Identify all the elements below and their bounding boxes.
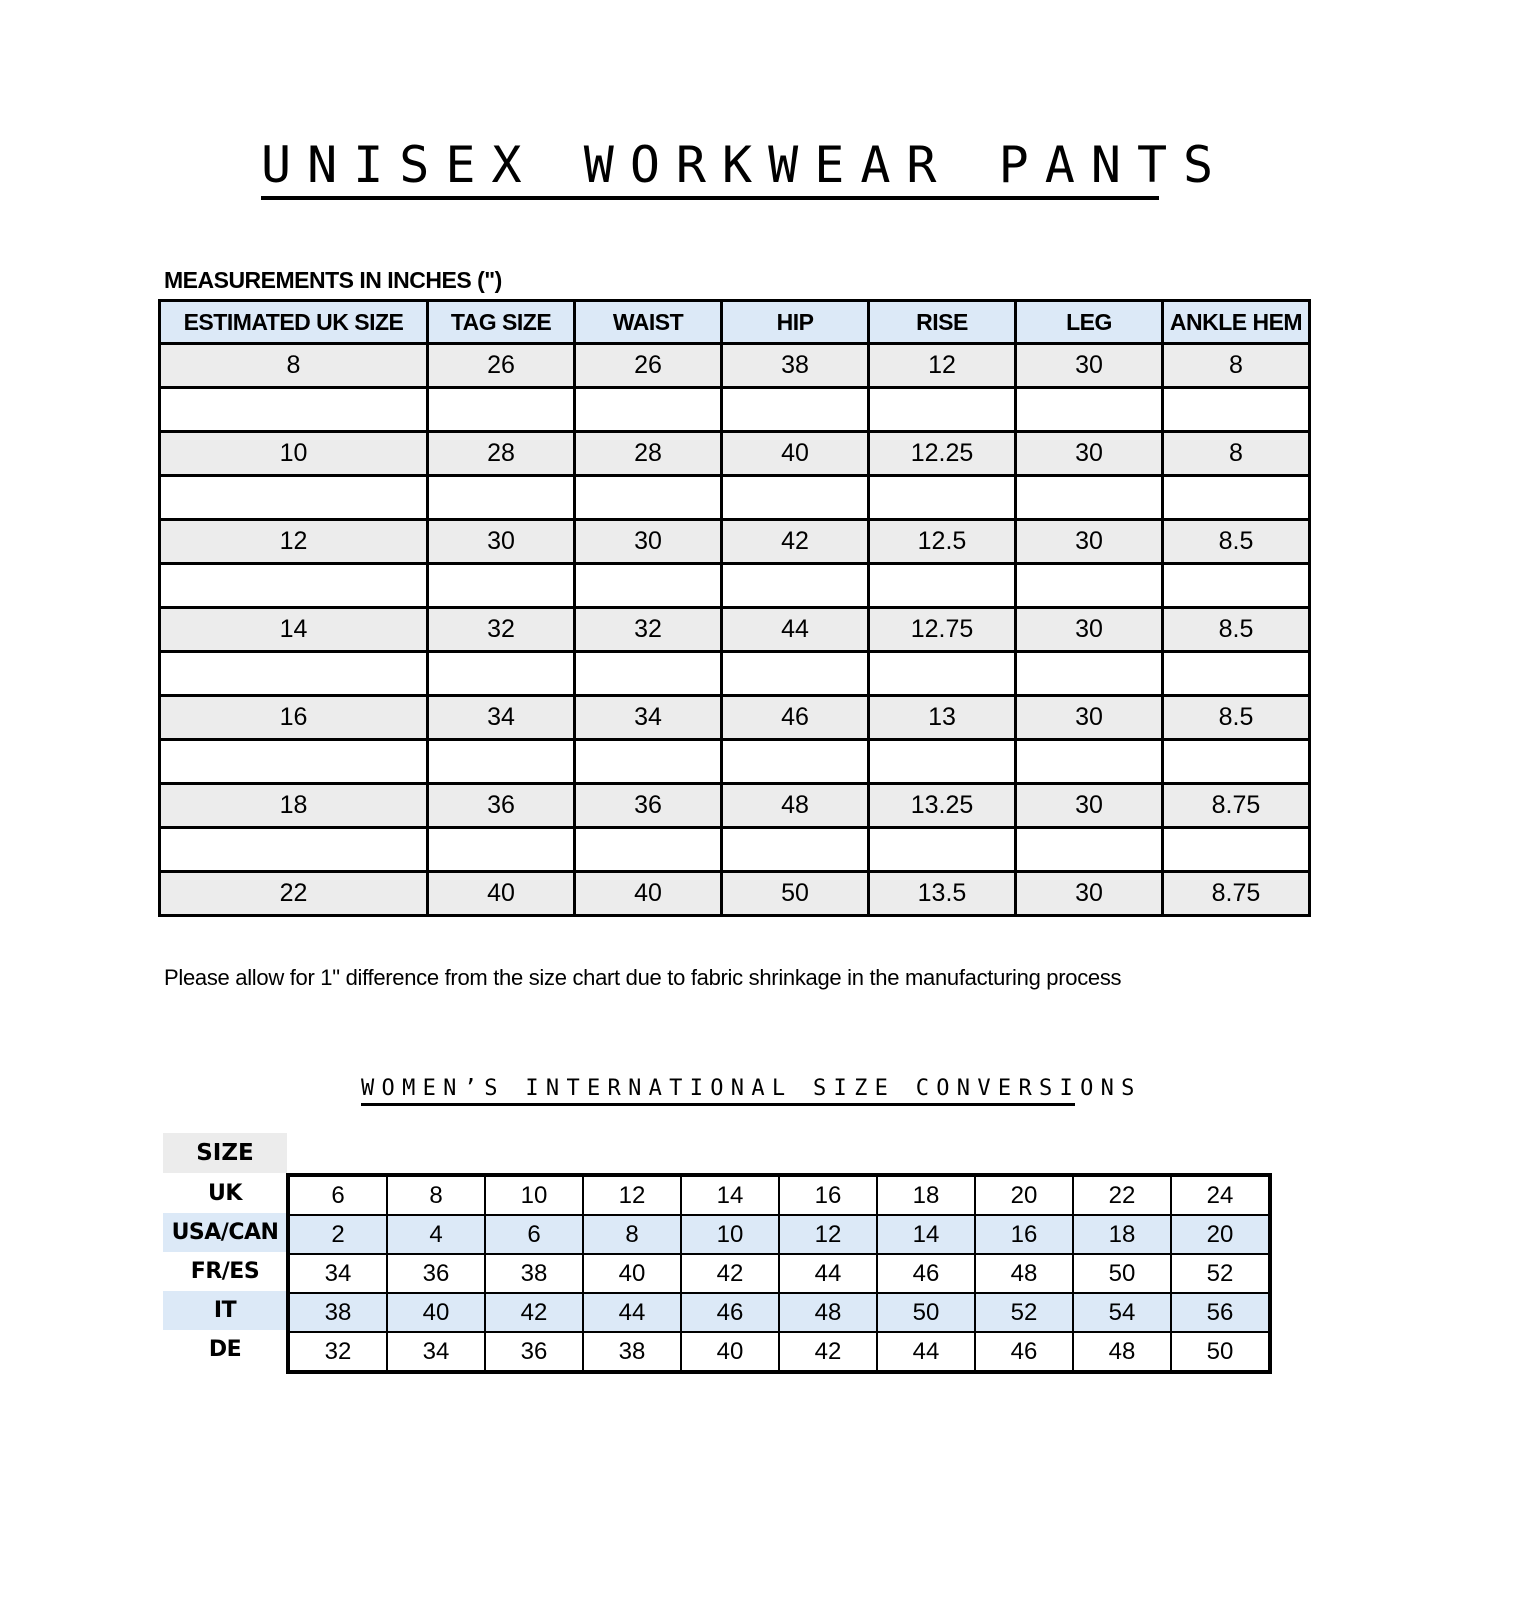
table-cell: 13.25	[869, 784, 1016, 828]
conversion-cell: 42	[485, 1293, 583, 1332]
conversion-cell: 52	[975, 1293, 1073, 1332]
table-cell: 38	[722, 344, 869, 388]
conversion-cell: 36	[387, 1254, 485, 1293]
conversion-cell: 46	[681, 1293, 779, 1332]
table-cell: 26	[575, 344, 722, 388]
blank-cell	[428, 388, 575, 432]
conversion-cell: 46	[975, 1332, 1073, 1372]
table-cell: 18	[160, 784, 428, 828]
conversion-cell: 54	[1073, 1293, 1171, 1332]
header-ankle-hem: ANKLE HEM	[1163, 301, 1310, 344]
header-waist: WAIST	[575, 301, 722, 344]
conversion-cell: 8	[583, 1215, 681, 1254]
table-cell: 8.5	[1163, 696, 1310, 740]
conversion-cell: 38	[583, 1332, 681, 1372]
table-cell: 8.5	[1163, 608, 1310, 652]
table-cell: 46	[722, 696, 869, 740]
blank-cell	[160, 652, 428, 696]
blank-cell	[1163, 740, 1310, 784]
conversion-cell: 24	[1171, 1175, 1270, 1215]
blank-cell	[428, 652, 575, 696]
conversion-cell: 42	[779, 1332, 877, 1372]
blank-cell	[1016, 388, 1163, 432]
conversion-cell: 14	[877, 1215, 975, 1254]
conversion-cell: 50	[1171, 1332, 1270, 1372]
blank-cell	[160, 388, 428, 432]
conversion-cell: 20	[1171, 1215, 1270, 1254]
table-cell: 30	[1016, 608, 1163, 652]
table-cell: 40	[722, 432, 869, 476]
table-cell: 40	[575, 872, 722, 916]
conversion-cell: 48	[975, 1254, 1073, 1293]
blank-row	[160, 740, 1310, 784]
table-cell: 8	[1163, 344, 1310, 388]
table-cell: 16	[160, 696, 428, 740]
table-cell: 8.75	[1163, 872, 1310, 916]
conversion-cell: 22	[1073, 1175, 1171, 1215]
conversion-cell: 50	[1073, 1254, 1171, 1293]
blank-cell	[160, 828, 428, 872]
table-cell: 28	[575, 432, 722, 476]
table-cell: 30	[1016, 344, 1163, 388]
conversion-cell: 14	[681, 1175, 779, 1215]
blank-cell	[869, 740, 1016, 784]
conversion-cell: 32	[288, 1332, 387, 1372]
blank-cell	[575, 740, 722, 784]
header-tag-size: TAG SIZE	[428, 301, 575, 344]
blank-cell	[575, 564, 722, 608]
blank-cell	[1016, 564, 1163, 608]
table-cell: 36	[575, 784, 722, 828]
blank-cell	[869, 388, 1016, 432]
conversion-cell: 40	[681, 1332, 779, 1372]
table-cell: 8	[1163, 432, 1310, 476]
shrinkage-note: Please allow for 1" difference from the size chart due to fabric shrinkage in the manufacturing process	[164, 965, 1122, 990]
conversion-row	[288, 1332, 1270, 1372]
table-cell: 12.25	[869, 432, 1016, 476]
conversion-cell: 48	[779, 1293, 877, 1332]
table-row	[160, 344, 1310, 388]
conversion-row-label: IT	[163, 1291, 287, 1330]
conversion-cell: 44	[583, 1293, 681, 1332]
table-cell: 36	[428, 784, 575, 828]
blank-cell	[1163, 388, 1310, 432]
page-title: UNISEX WORKWEAR PANTS	[261, 134, 1159, 200]
conversion-cell: 16	[975, 1215, 1073, 1254]
conversion-cell: 38	[485, 1254, 583, 1293]
table-cell: 50	[722, 872, 869, 916]
measurements-table	[158, 299, 1311, 917]
conversion-row-label: USA/CAN	[163, 1213, 287, 1252]
conversion-cell: 12	[779, 1215, 877, 1254]
conversion-cell: 6	[485, 1215, 583, 1254]
conversions-title: WOMEN’S INTERNATIONAL SIZE CONVERSIONS	[361, 1075, 1075, 1106]
conversion-cell: 44	[779, 1254, 877, 1293]
conversions-table	[286, 1173, 1272, 1374]
blank-cell	[428, 828, 575, 872]
table-cell: 42	[722, 520, 869, 564]
blank-cell	[1163, 476, 1310, 520]
blank-cell	[869, 828, 1016, 872]
table-cell: 44	[722, 608, 869, 652]
conversion-cell: 42	[681, 1254, 779, 1293]
table-row	[160, 872, 1310, 916]
table-cell: 10	[160, 432, 428, 476]
table-cell: 12.75	[869, 608, 1016, 652]
blank-cell	[722, 828, 869, 872]
blank-cell	[1163, 652, 1310, 696]
table-row	[160, 696, 1310, 740]
conversion-cell: 8	[387, 1175, 485, 1215]
blank-cell	[722, 564, 869, 608]
conversion-cell: 2	[288, 1215, 387, 1254]
conversion-cell: 34	[288, 1254, 387, 1293]
blank-cell	[160, 476, 428, 520]
conversion-cell: 16	[779, 1175, 877, 1215]
blank-cell	[722, 740, 869, 784]
conversion-row	[288, 1215, 1270, 1254]
conversion-cell: 44	[877, 1332, 975, 1372]
blank-cell	[869, 564, 1016, 608]
table-cell: 34	[575, 696, 722, 740]
table-cell: 22	[160, 872, 428, 916]
table-cell: 32	[428, 608, 575, 652]
blank-cell	[869, 652, 1016, 696]
table-cell: 12	[869, 344, 1016, 388]
conversion-cell: 34	[387, 1332, 485, 1372]
blank-cell	[160, 740, 428, 784]
blank-cell	[722, 476, 869, 520]
blank-cell	[722, 388, 869, 432]
blank-cell	[1016, 740, 1163, 784]
conversion-cell: 6	[288, 1175, 387, 1215]
table-cell: 8	[160, 344, 428, 388]
conversion-cell: 48	[1073, 1332, 1171, 1372]
table-cell: 26	[428, 344, 575, 388]
conversion-cell: 36	[485, 1332, 583, 1372]
conversion-row-label: FR/ES	[190, 1259, 260, 1284]
table-cell: 48	[722, 784, 869, 828]
blank-cell	[722, 652, 869, 696]
header-estimated-uk-size: ESTIMATED UK SIZE	[160, 301, 428, 344]
table-cell: 12	[160, 520, 428, 564]
header-hip: HIP	[722, 301, 869, 344]
table-cell: 34	[428, 696, 575, 740]
conversion-row	[288, 1293, 1270, 1332]
table-cell: 13	[869, 696, 1016, 740]
conversion-cell: 18	[1073, 1215, 1171, 1254]
table-cell: 12.5	[869, 520, 1016, 564]
blank-cell	[1016, 828, 1163, 872]
table-cell: 30	[1016, 520, 1163, 564]
measurements-header-row	[160, 301, 1310, 344]
table-row	[160, 432, 1310, 476]
conversion-row-labels	[163, 1174, 287, 1369]
header-rise: RISE	[869, 301, 1016, 344]
table-cell: 13.5	[869, 872, 1016, 916]
blank-row	[160, 388, 1310, 432]
table-cell: 14	[160, 608, 428, 652]
blank-cell	[1016, 476, 1163, 520]
blank-row	[160, 652, 1310, 696]
size-label: SIZE	[163, 1133, 287, 1173]
conversion-row	[288, 1175, 1270, 1215]
blank-row	[160, 476, 1310, 520]
conversion-cell: 12	[583, 1175, 681, 1215]
blank-cell	[1163, 828, 1310, 872]
blank-row	[160, 564, 1310, 608]
blank-cell	[869, 476, 1016, 520]
conversion-cell: 20	[975, 1175, 1073, 1215]
table-cell: 30	[575, 520, 722, 564]
blank-cell	[1163, 564, 1310, 608]
table-row	[160, 520, 1310, 564]
blank-cell	[1016, 652, 1163, 696]
table-cell: 32	[575, 608, 722, 652]
conversion-cell: 40	[583, 1254, 681, 1293]
blank-cell	[575, 388, 722, 432]
conversion-cell: 18	[877, 1175, 975, 1215]
conversion-cell: 56	[1171, 1293, 1270, 1332]
conversion-row-label: UK	[208, 1181, 242, 1206]
table-cell: 30	[1016, 872, 1163, 916]
blank-cell	[575, 828, 722, 872]
conversion-row	[288, 1254, 1270, 1293]
conversion-cell: 4	[387, 1215, 485, 1254]
conversion-cell: 10	[681, 1215, 779, 1254]
table-cell: 28	[428, 432, 575, 476]
blank-cell	[160, 564, 428, 608]
table-cell: 8.5	[1163, 520, 1310, 564]
blank-cell	[575, 652, 722, 696]
table-cell: 30	[428, 520, 575, 564]
conversion-cell: 10	[485, 1175, 583, 1215]
blank-row	[160, 828, 1310, 872]
blank-cell	[428, 564, 575, 608]
table-row	[160, 608, 1310, 652]
table-row	[160, 784, 1310, 828]
conversion-cell: 38	[288, 1293, 387, 1332]
blank-cell	[428, 740, 575, 784]
conversion-cell: 50	[877, 1293, 975, 1332]
conversion-cell: 52	[1171, 1254, 1270, 1293]
conversion-cell: 46	[877, 1254, 975, 1293]
table-cell: 30	[1016, 432, 1163, 476]
blank-cell	[428, 476, 575, 520]
conversion-row-label: DE	[208, 1337, 242, 1362]
table-cell: 30	[1016, 784, 1163, 828]
table-cell: 30	[1016, 696, 1163, 740]
blank-cell	[575, 476, 722, 520]
table-cell: 8.75	[1163, 784, 1310, 828]
measurement-units-label: MEASUREMENTS IN INCHES (")	[164, 267, 502, 293]
header-leg: LEG	[1016, 301, 1163, 344]
conversion-cell: 40	[387, 1293, 485, 1332]
table-cell: 40	[428, 872, 575, 916]
